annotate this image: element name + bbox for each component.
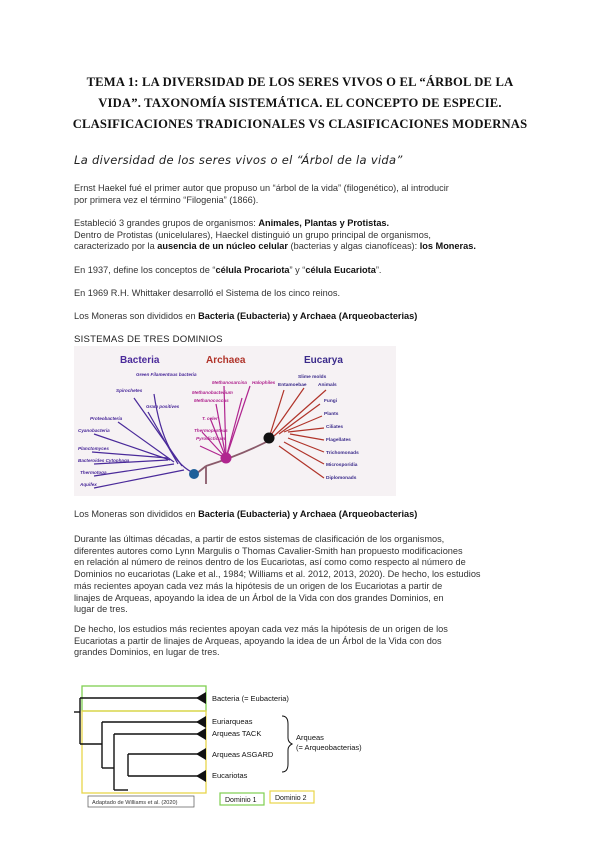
tree-label-bacteria: Bacteroides Cytophaga: [78, 458, 130, 463]
tree-of-life-figure: [74, 346, 396, 496]
three-domains-heading: SISTEMAS DE TRES DOMINIOS: [74, 334, 223, 345]
text: En 1937, define los conceptos de “: [74, 265, 216, 275]
archaea-brace: [282, 716, 292, 772]
title-line: TEMA 1: LA DIVERSIDAD DE LOS SERES VIVOS O EL “ÁRBOL DE LA: [86, 75, 514, 89]
tree-label-eucarya: Entamoebae: [278, 383, 307, 388]
text-line: Eucariotas a partir de linajes de Arqueas, apoyando la idea de un Árbol de la Vida con dos: [74, 635, 442, 646]
tree-label-bacteria: Spirochetes: [116, 388, 143, 393]
bold-text: Animales, Plantas y Protistas.: [258, 218, 390, 228]
bold-text: Bacteria (Eubacteria) y Archaea (Arqueobacterias): [198, 509, 418, 519]
tree-label-bacteria: Green Filamentous bacteria: [136, 372, 197, 377]
two-domains-figure: [74, 680, 374, 810]
paragraph-haekel: [74, 183, 534, 206]
title-line: VIDA”. TAXONOMÍA SISTEMÁTICA. EL CONCEPTO DE ESPECIE.: [98, 96, 502, 110]
paragraph-decades: [74, 534, 534, 616]
bold-text: los Moneras.: [419, 241, 476, 252]
text-line: grandes Dominios, en lugar de tres.: [74, 647, 220, 658]
text-line: Ernst Haekel fué el primer autor que propuso un “árbol de la vida” (filogenético), al introducir: [74, 183, 449, 193]
text: Los Moneras son divididos en: [74, 509, 199, 519]
tree-label-archaea: Halophiles: [252, 380, 276, 385]
text-line: en relación al número de reinos dentro de los Eucariotas, así como como respecto al número de: [74, 557, 466, 568]
text-line: Dentro de Protistas (unicelulares), Haeckel distinguió un grupo principal de organismos,: [74, 229, 431, 240]
group-label-archaea: Archaea: [206, 355, 246, 366]
text-line: [74, 218, 534, 230]
legend-label: Dominio 2: [275, 795, 307, 802]
paragraph-recent-studies: [74, 624, 534, 659]
text-line: por primera vez el término “Filogenia” (1866).: [74, 194, 259, 205]
tree-label-archaea: Methanobacterium: [192, 390, 233, 395]
text: caracterizado por la: [74, 241, 158, 252]
text-line: más recientes apoyan cada vez más la hipótesis de un origen de los Eucariotas a partir de: [74, 580, 443, 591]
text-line: linajes de Arqueas, apoyando la idea de un Árbol de la Vida con dos grandes Dominios, en: [74, 592, 444, 603]
paragraph-groups: [74, 218, 534, 253]
group-label-bacteria: Bacteria: [120, 355, 160, 366]
tree-label-archaea: T. celer: [202, 416, 218, 421]
tree-label-eucarya: Diplomonads: [326, 476, 357, 481]
bold-text: ausencia de un núcleo celular: [157, 241, 288, 252]
clade-label: Eucariotas: [212, 771, 248, 780]
bacteria-node: [189, 469, 199, 479]
text-line: [74, 241, 534, 253]
tree-label-eucarya: Slime molds: [298, 375, 327, 380]
text-line: Durante las últimas décadas, a partir de estos sistemas de clasificación de los organismos,: [74, 534, 445, 544]
tree-label-bacteria: Aquifex: [80, 482, 97, 487]
archaea-node: [221, 453, 232, 464]
tree-label-eucarya: Fungi: [324, 399, 338, 404]
tree-label-eucarya: Animals: [318, 383, 337, 388]
paragraph-whittaker: En 1969 R.H. Whittaker desarrolló el Sistema de los cinco reinos.: [74, 288, 341, 298]
cladogram: [74, 698, 204, 790]
text: Los Moneras son divididos en: [74, 311, 199, 321]
paragraph-cells: [74, 265, 534, 277]
clade-label: Euriarqueas: [212, 717, 253, 726]
dominio2-box: [82, 711, 206, 793]
text-line: De hecho, los estudios más recientes apoyan cada vez más la hipótesis de un origen de los: [74, 624, 448, 634]
section-heading: La diversidad de los seres vivos o el “Árbol de la vida”: [74, 153, 403, 167]
tree-label-archaea: Pyrodicticum: [196, 436, 226, 441]
text: Estableció 3 grandes grupos de organismos:: [74, 218, 259, 228]
bold-text: célula Eucariota: [305, 265, 376, 275]
clade-label: Arqueas ASGARD: [212, 750, 274, 759]
bold-text: Bacteria (Eubacteria) y Archaea (Arqueobacterias): [198, 311, 418, 321]
tree-label-bacteria: Planctomyces: [78, 446, 109, 451]
figure-background: [74, 346, 396, 496]
text-line: Dominios no eucariotas (Lake et al., 1984; Williams et al. 2012, 2013, 2020). De hecho, los estudios: [74, 569, 481, 580]
text-line: lugar de tres.: [74, 604, 128, 615]
tree-label-archaea: Thermoproteus: [194, 428, 228, 433]
figure-caption: Adaptado de Williams et al. (2020): [92, 800, 178, 806]
paragraph-moneras-2: [74, 509, 534, 521]
text-line: diferentes autores como Lynn Margulis o Thomas Cavalier-Smith han propuesto modificaciones: [74, 545, 463, 556]
clade-label: Bacteria (= Eubacteria): [212, 694, 289, 703]
tree-label-eucarya: Microsporidia: [326, 463, 358, 468]
tree-label-bacteria: Cyanobacteria: [78, 428, 110, 433]
legend-label: Dominio 1: [225, 797, 257, 804]
text: ”.: [375, 265, 382, 275]
tree-label-bacteria: Thermotoga: [80, 470, 107, 475]
group-label-eucarya: Eucarya: [304, 355, 343, 366]
tree-label-eucarya: Ciliates: [326, 425, 344, 430]
tree-label-bacteria: Gram positives: [146, 404, 180, 409]
text: ” y “: [289, 265, 306, 275]
tree-label-eucarya: Trichomonads: [326, 451, 359, 456]
paragraph-moneras: [74, 311, 534, 323]
brace-label: (= Arqueobacterias): [296, 743, 362, 752]
tree-label-archaea: Methanosarcina: [212, 380, 247, 385]
brace-label: Arqueas: [296, 733, 324, 742]
eucarya-node: [264, 433, 275, 444]
page-title: [60, 72, 540, 135]
bold-text: célula Procariota: [215, 265, 290, 275]
clade-label: Arqueas TACK: [212, 729, 262, 738]
tree-label-eucarya: Flagellates: [326, 438, 351, 443]
text: (bacterias y algas cianofíceas):: [287, 241, 420, 252]
title-line: CLASIFICACIONES TRADICIONALES VS CLASIFICACIONES MODERNAS: [72, 117, 528, 131]
clade-triangles: [196, 692, 206, 782]
tree-label-archaea: Methanococcus: [194, 398, 229, 403]
tree-label-bacteria: Proteobacteria: [90, 416, 123, 421]
tree-label-eucarya: Plants: [324, 412, 339, 417]
